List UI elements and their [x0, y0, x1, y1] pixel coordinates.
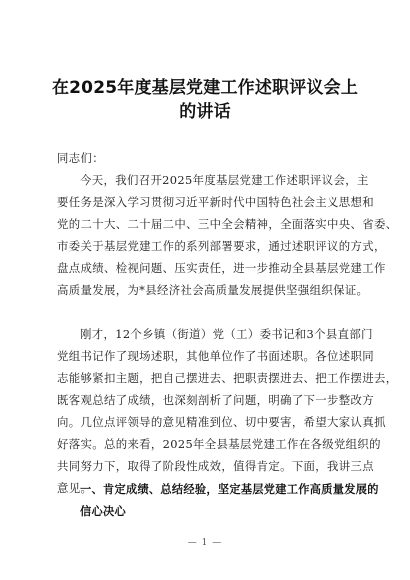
paragraph-2-line: 意见。: [57, 481, 93, 495]
paragraph-2-line: 好落实。总的来看，2025年全县基层党建工作在各级党组织的: [57, 437, 381, 451]
paragraph-1-line: 今天，我们召开2025年度基层党建工作述职评议会，主: [80, 173, 369, 187]
section-heading-1-line: 一、肯定成绩、总结经验，坚定基层党建工作高质量发展的: [80, 483, 379, 496]
paragraph-1-line: 党的二十大、二十届二中、三中全会精神，全面落实中央、省委、: [57, 217, 398, 231]
section-heading-1: [57, 479, 379, 523]
paragraph-2-line: 刚才，12个乡镇（街道）党（工）委书记和3个县直部门: [80, 327, 373, 341]
title-line-2: 的讲话: [179, 102, 231, 122]
document-title: [40, 76, 370, 124]
paragraph-1-line: 盘点成绩、检视问题、压实责任，进一步推动全县基层党建工作: [57, 261, 386, 275]
section-heading-1-line: 信心决心: [80, 505, 126, 518]
page-number: — 1 —: [187, 538, 223, 548]
paragraph-1: [57, 169, 398, 301]
paragraph-2-line: 向。几位点评领导的意见精准到位、切中要害，希望大家认真抓: [57, 415, 386, 429]
paragraph-2-line: 党组书记作了现场述职，其他单位作了书面述职。各位述职同: [57, 349, 374, 363]
paragraph-1-line: 要任务是深入学习贯彻习近平新时代中国特色社会主义思想和: [57, 195, 374, 209]
paragraph-2: [57, 323, 398, 499]
paragraph-1-line: 高质量发展，为*县经济社会高质量发展提供坚强组织保证。: [57, 283, 369, 297]
paragraph-2-line: 共同努力下，取得了阶段性成效，值得肯定。下面，我讲三点: [57, 459, 374, 473]
paragraph-2-line: 志能够紧扣主题，把自己摆进去、把职责摆进去、把工作摆进去，: [57, 371, 398, 385]
title-line-1: 在2025年度基层党建工作述职评议会上: [51, 78, 359, 98]
paragraph-2-line: 既客观总结了成绩，也深刻剖析了问题，明确了下一步整改方: [57, 393, 374, 407]
paragraph-1-line: 市委关于基层党建工作的系列部署要求，通过述职评议的方式，: [57, 239, 386, 253]
salutation: 同志们：: [57, 151, 104, 165]
